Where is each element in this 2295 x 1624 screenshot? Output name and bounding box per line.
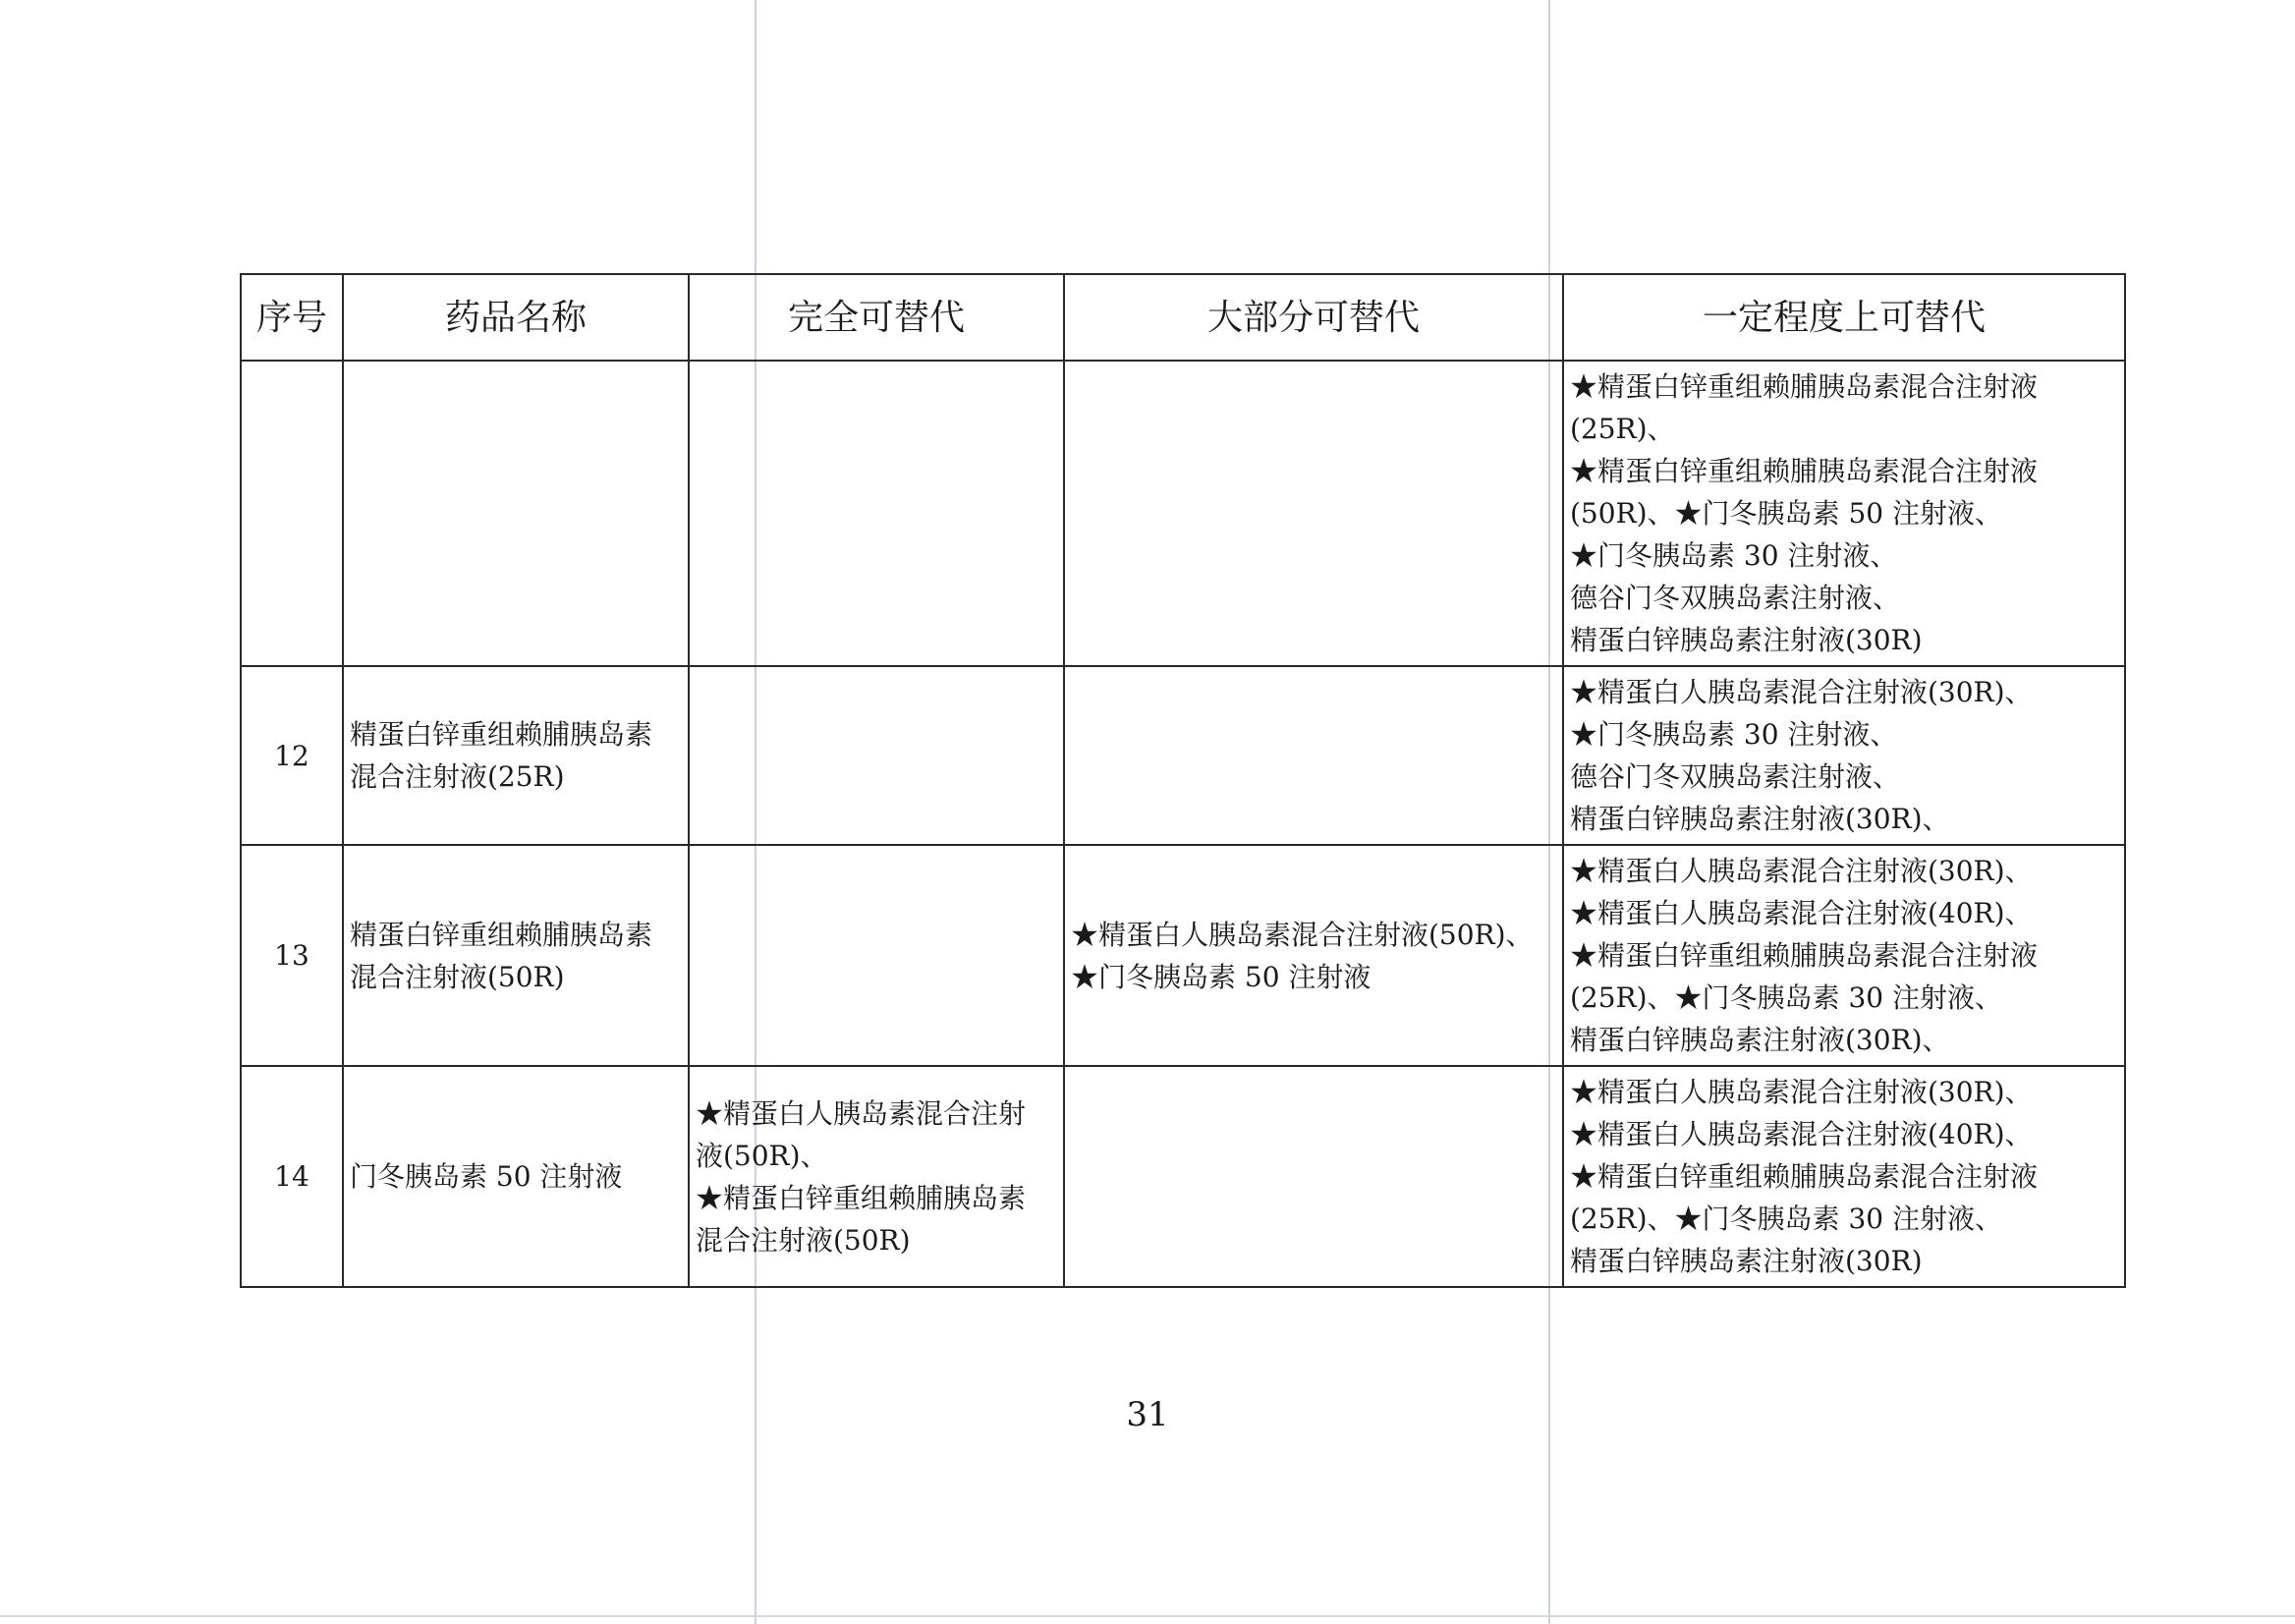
- seq-cell: [241, 361, 343, 666]
- mostly-replaceable-cell: [1064, 361, 1563, 666]
- cell-line: 门冬胰岛素 50 注射液: [350, 1160, 623, 1193]
- cell-line: 精蛋白锌胰岛素注射液(30R): [1570, 1245, 1923, 1277]
- table-row: [241, 666, 2125, 845]
- cell-line: ★门冬胰岛素 30 注射液、: [1570, 718, 1898, 751]
- table-header-row: [241, 274, 2125, 361]
- cell-line: ★精蛋白锌重组赖脯胰岛素: [696, 1181, 1027, 1214]
- partially-replaceable-cell: [1563, 666, 2125, 845]
- cell-line: ★精蛋白锌重组赖脯胰岛素混合注射液: [1570, 370, 2039, 403]
- cell-line: ★门冬胰岛素 50 注射液: [1071, 960, 1371, 993]
- mostly-replaceable-cell: [1064, 1066, 1563, 1287]
- header-seq: 序号: [241, 274, 343, 361]
- fully-replaceable-cell: [689, 361, 1064, 666]
- table-row: [241, 845, 2125, 1066]
- cell-line: 混合注射液(50R): [696, 1223, 911, 1257]
- seq-cell: 13: [241, 845, 343, 1066]
- cell-line: 精蛋白锌胰岛素注射液(30R)、: [1570, 1024, 1950, 1056]
- mostly-replaceable-cell: [1064, 845, 1563, 1066]
- cell-line: ★精蛋白人胰岛素混合注射: [696, 1096, 1027, 1130]
- cell-line: ★精蛋白人胰岛素混合注射液(30R)、: [1570, 676, 2033, 708]
- drug-substitution-table: [240, 273, 2126, 1288]
- cell-line: ★精蛋白锌重组赖脯胰岛素混合注射液: [1570, 455, 2039, 487]
- page-number: 31: [1126, 1395, 1169, 1434]
- header-drug-name: 药品名称: [343, 274, 689, 361]
- cell-line: ★精蛋白锌重组赖脯胰岛素混合注射液: [1570, 1160, 2039, 1193]
- cell-line: 混合注射液(25R): [350, 760, 565, 793]
- table-row: [241, 1066, 2125, 1287]
- cell-line: 混合注射液(50R): [350, 960, 565, 993]
- drug-name-cell: [343, 845, 689, 1066]
- cell-line: ★精蛋白人胰岛素混合注射液(50R)、: [1071, 918, 1534, 951]
- partially-replaceable-cell: [1563, 1066, 2125, 1287]
- cell-line: (25R)、★门冬胰岛素 30 注射液、: [1570, 1203, 2002, 1235]
- cell-line: ★精蛋白人胰岛素混合注射液(40R)、: [1570, 1118, 2033, 1150]
- cell-line: ★门冬胰岛素 30 注射液、: [1570, 539, 1898, 572]
- seq-cell: 12: [241, 666, 343, 845]
- drug-name-cell: [343, 1066, 689, 1287]
- cell-line: 液(50R)、: [696, 1139, 828, 1172]
- table-row: [241, 361, 2125, 666]
- cell-line: 德谷门冬双胰岛素注射液、: [1570, 582, 1901, 614]
- cell-line: 精蛋白锌胰岛素注射液(30R)、: [1570, 803, 1950, 835]
- fully-replaceable-cell: [689, 666, 1064, 845]
- cell-line: 精蛋白锌胰岛素注射液(30R): [1570, 624, 1923, 656]
- cell-line: (50R)、★门冬胰岛素 50 注射液、: [1570, 497, 2002, 530]
- cell-line: ★精蛋白人胰岛素混合注射液(40R)、: [1570, 897, 2033, 929]
- cell-line: ★精蛋白人胰岛素混合注射液(30R)、: [1570, 1076, 2033, 1108]
- mostly-replaceable-cell: [1064, 666, 1563, 845]
- drug-name-cell: [343, 361, 689, 666]
- cell-line: ★精蛋白人胰岛素混合注射液(30R)、: [1570, 855, 2033, 887]
- scan-bottom-edge: [0, 1615, 2295, 1617]
- cell-line: ★精蛋白锌重组赖脯胰岛素混合注射液: [1570, 939, 2039, 972]
- header-mostly-replaceable: 大部分可替代: [1064, 274, 1563, 361]
- partially-replaceable-cell: [1563, 361, 2125, 666]
- partially-replaceable-cell: [1563, 845, 2125, 1066]
- header-fully-replaceable: 完全可替代: [689, 274, 1064, 361]
- cell-line: (25R)、: [1570, 413, 1675, 445]
- cell-line: (25R)、★门冬胰岛素 30 注射液、: [1570, 981, 2002, 1014]
- fully-replaceable-cell: [689, 845, 1064, 1066]
- header-partially-replaceable: 一定程度上可替代: [1563, 274, 2125, 361]
- cell-line: 德谷门冬双胰岛素注射液、: [1570, 760, 1901, 793]
- seq-cell: 14: [241, 1066, 343, 1287]
- fully-replaceable-cell: [689, 1066, 1064, 1287]
- cell-line: 精蛋白锌重组赖脯胰岛素: [350, 718, 653, 751]
- drug-name-cell: [343, 666, 689, 845]
- cell-line: 精蛋白锌重组赖脯胰岛素: [350, 918, 653, 951]
